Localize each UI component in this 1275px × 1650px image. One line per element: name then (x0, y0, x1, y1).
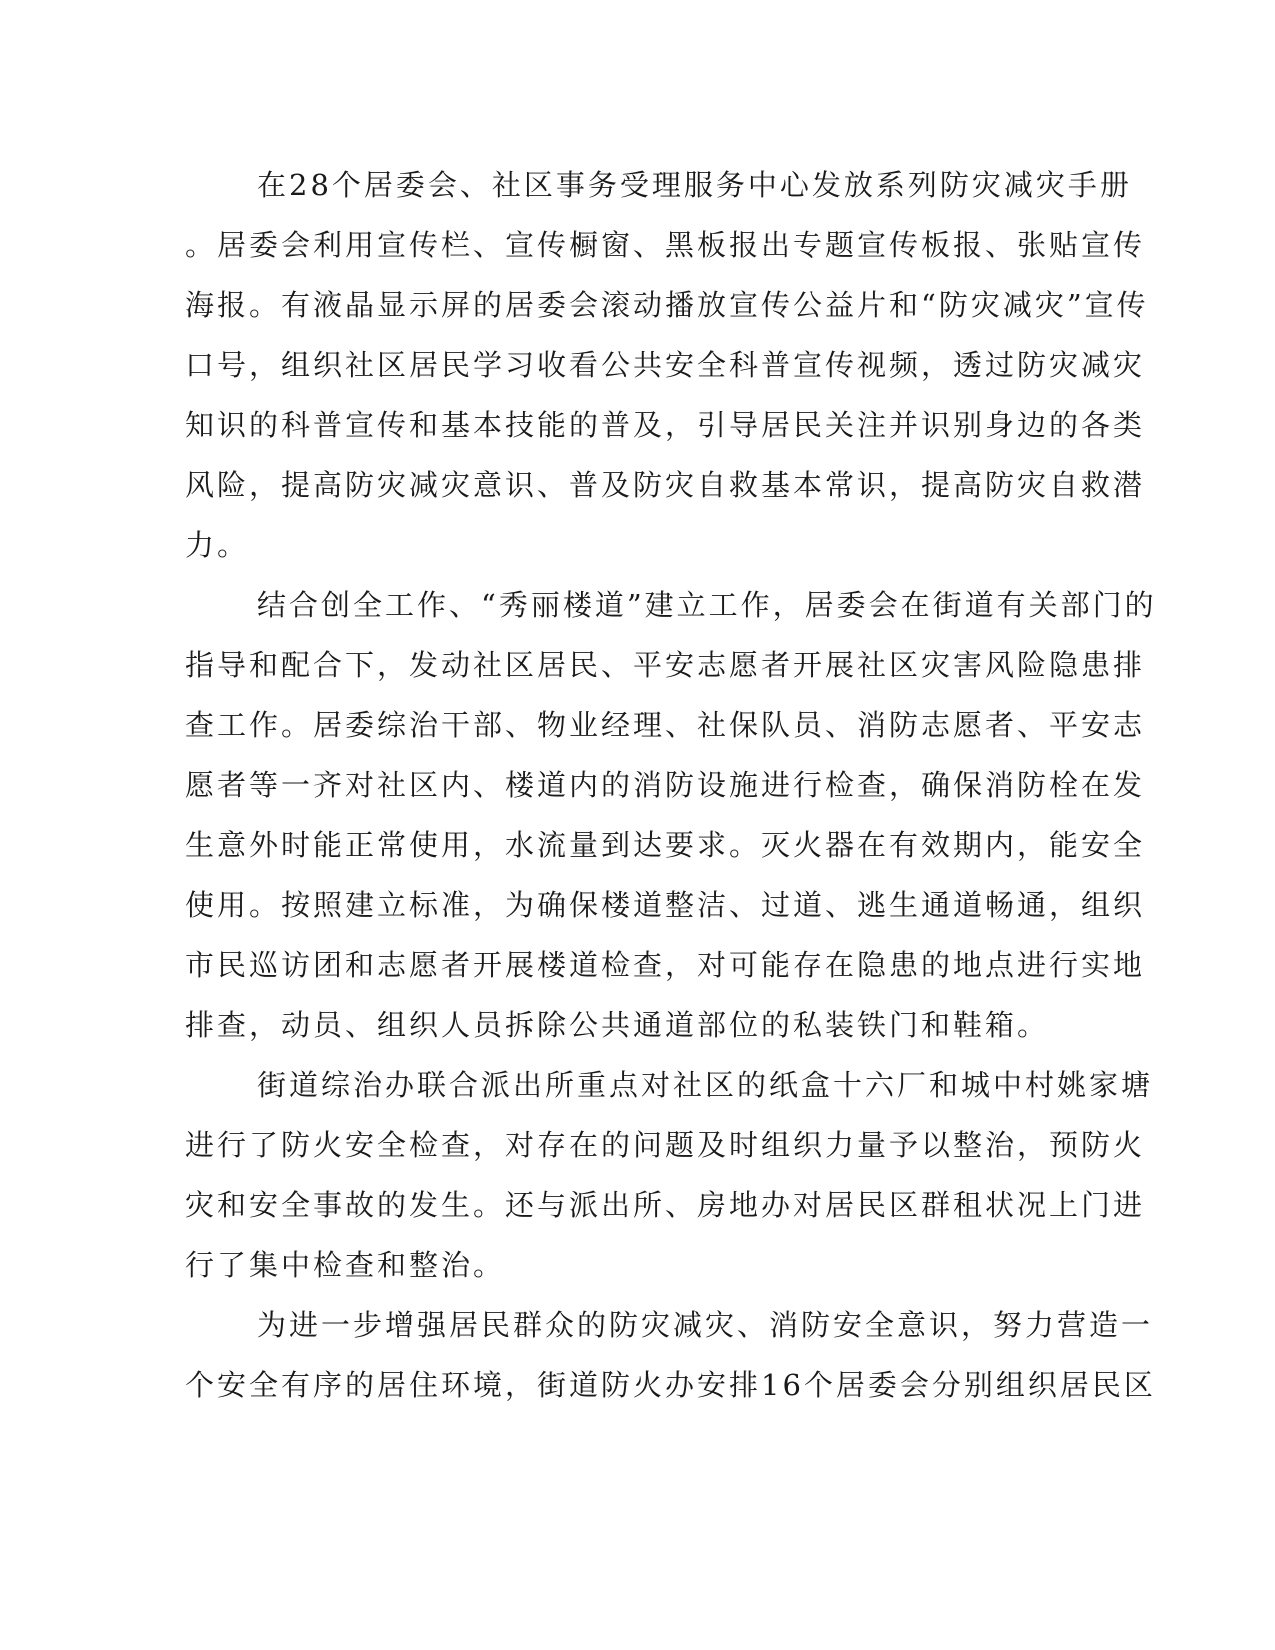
paragraph-1-line-6: 风险，提高防灾减灾意识、普及防灾自救基本常识，提高防灾自救潜 (185, 468, 1146, 502)
paragraph-2-line-4: 愿者等一齐对社区内、楼道内的消防设施进行检查，确保消防栓在发 (185, 768, 1146, 802)
paragraph-2-line-7: 市民巡访团和志愿者开展楼道检查，对可能存在隐患的地点进行实地 (185, 948, 1146, 982)
paragraph-2-line-6: 使用。按照建立标准，为确保楼道整洁、过道、逃生通道畅通，组织 (185, 888, 1146, 922)
paragraph-2-line-5: 生意外时能正常使用，水流量到达要求。灭火器在有效期内，能安全 (185, 828, 1146, 862)
paragraph-3-line-3: 灾和安全事故的发生。还与派出所、房地办对居民区群租状况上门进 (185, 1188, 1146, 1222)
paragraph-1-line-2: 。居委会利用宣传栏、宣传橱窗、黑板报出专题宣传板报、张贴宣传 (185, 228, 1146, 262)
paragraph-1-line-1: 在28个居委会、社区事务受理服务中心发放系列防灾减灾手册 (257, 168, 1132, 202)
paragraph-3-line-1: 街道综治办联合派出所重点对社区的纸盒十六厂和城中村姚家塘 (257, 1068, 1154, 1102)
paragraph-3-line-4: 行了集中检查和整治。 (185, 1248, 506, 1282)
paragraph-2-line-2: 指导和配合下，发动社区居民、平安志愿者开展社区灾害风险隐患排 (185, 648, 1146, 682)
paragraph-1-line-7: 力。 (185, 528, 250, 562)
paragraph-3-line-2: 进行了防火安全检查，对存在的问题及时组织力量予以整治，预防火 (185, 1128, 1146, 1162)
paragraph-2-line-8: 排查，动员、组织人员拆除公共通道部位的私装铁门和鞋箱。 (185, 1008, 1050, 1042)
paragraph-2-line-3: 查工作。居委综治干部、物业经理、社保队员、消防志愿者、平安志 (185, 708, 1146, 742)
paragraph-1-line-3: 海报。有液晶显示屏的居委会滚动播放宣传公益片和“防灾减灾”宣传 (185, 288, 1149, 322)
paragraph-2-line-1: 结合创全工作、“秀丽楼道”建立工作，居委会在街道有关部门的 (257, 588, 1157, 622)
paragraph-1-line-5: 知识的科普宣传和基本技能的普及，引导居民关注并识别身边的各类 (185, 408, 1146, 442)
paragraph-1-line-4: 口号，组织社区居民学习收看公共安全科普宣传视频，透过防灾减灾 (185, 348, 1146, 382)
body-text (185, 155, 1157, 1415)
paragraph-4-line-1: 为进一步增强居民群众的防灾减灾、消防安全意识，努力营造一 (257, 1308, 1154, 1342)
paragraph-4-line-2: 个安全有序的居住环境，街道防火办安排16个居委会分别组织居民区 (185, 1368, 1156, 1402)
